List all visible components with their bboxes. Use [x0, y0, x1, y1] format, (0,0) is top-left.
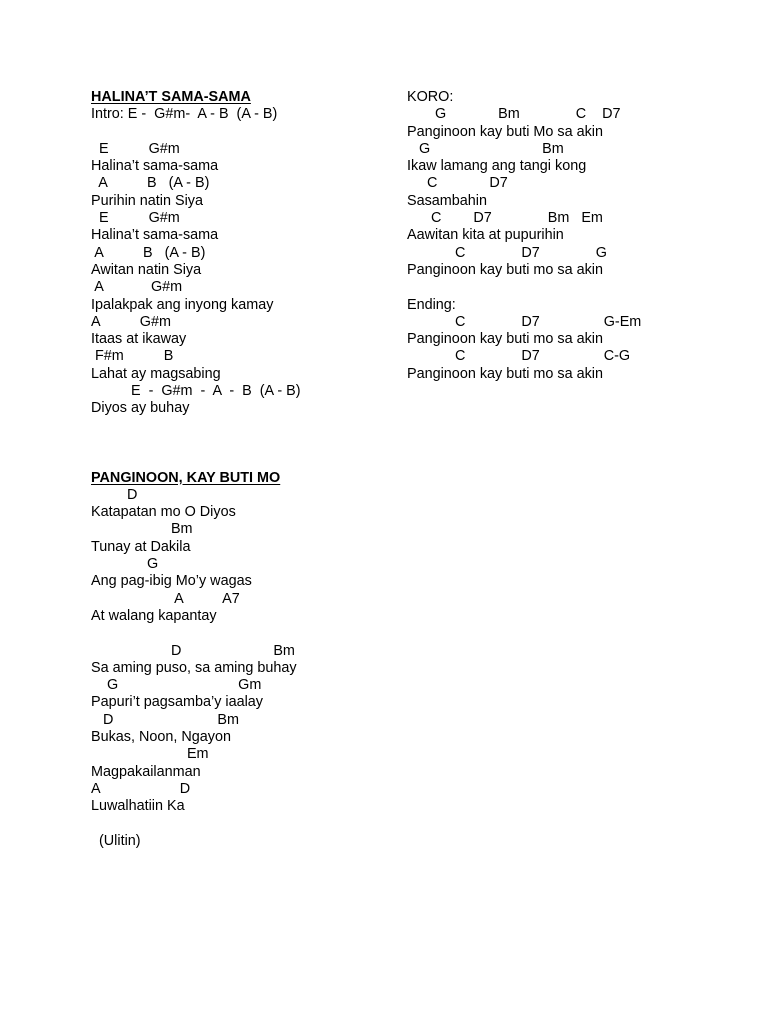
- lyric-line: Bukas, Noon, Ngayon: [91, 728, 231, 745]
- blank-line: [91, 625, 401, 642]
- blank-line: [91, 124, 401, 141]
- lyric-line: Ang pag-ibig Mo’y wagas: [91, 573, 252, 590]
- lyric-line: Ikaw lamang ang tangi kong: [407, 158, 587, 175]
- chord-line: Bm: [91, 521, 193, 538]
- chord-line: G: [91, 556, 159, 573]
- lyric-line: Sa aming puso, sa aming buhay: [91, 659, 297, 676]
- chord-line: A D: [91, 780, 191, 797]
- lyric-line: Halina’t sama-sama: [91, 158, 219, 175]
- lyric-line: Luwalhatiin Ka: [91, 798, 185, 815]
- lyric-line: Purihin natin Siya: [91, 192, 203, 209]
- chord-line: G Gm: [91, 677, 262, 694]
- song-title-halinat-sama-sama: HALINA’T SAMA-SAMA: [91, 89, 251, 105]
- lyric-line: Panginoon kay buti Mo sa akin: [407, 123, 603, 140]
- lyric-line: Awitan natin Siya: [91, 261, 202, 278]
- lyric-line: Ipalakpak ang inyong kamay: [91, 296, 274, 313]
- lyric-line: Aawitan kita at pupurihin: [407, 227, 564, 244]
- chord-line: A G#m: [91, 279, 183, 296]
- blank-line: [91, 452, 401, 469]
- chord-line: D: [91, 486, 138, 503]
- chord-line: C D7 Bm Em: [407, 210, 603, 227]
- chord-line: E G#m: [91, 140, 180, 157]
- lyric-line: Diyos ay buhay: [91, 400, 190, 417]
- lyric-line: Halina’t sama-sama: [91, 227, 219, 244]
- koro-heading: KORO:: [407, 89, 454, 105]
- song-title-panginoon-kay-buti-mo: PANGINOON, KAY BUTI MO: [91, 469, 281, 486]
- blank-line: [407, 279, 737, 296]
- lyric-line: Katapatan mo O Diyos: [91, 504, 236, 521]
- chord-line: Em: [91, 746, 209, 763]
- chord-line: C D7: [407, 175, 508, 192]
- chord-line: C D7 G-Em: [407, 313, 642, 330]
- left-column: [91, 89, 401, 850]
- lyric-line: Lahat ay magsabing: [91, 365, 221, 382]
- chord-line: G Bm: [407, 140, 564, 157]
- lyric-line: Sasambahin: [407, 192, 487, 209]
- blank-line: [91, 435, 401, 452]
- chord-line: C D7 C-G: [407, 348, 631, 365]
- chord-line: A B (A - B): [91, 175, 210, 192]
- chord-line: A A7: [91, 590, 240, 607]
- lyric-line: Magpakailanman: [91, 763, 201, 780]
- lyric-line: Tunay at Dakila: [91, 538, 191, 555]
- lyric-line: Panginoon kay buti mo sa akin: [407, 365, 603, 382]
- chord-line: D Bm: [91, 711, 239, 728]
- lyric-line: Papuri’t pagsamba’y iaalay: [91, 694, 263, 711]
- right-column: [407, 89, 737, 383]
- chord-line: E - G#m - A - B (A - B): [91, 383, 301, 400]
- intro-line: Intro: E - G#m- A - B (A - B): [91, 106, 278, 123]
- chord-line: F#m B: [91, 348, 174, 365]
- chord-line: G Bm C D7: [407, 106, 621, 123]
- repeat-note: (Ulitin): [91, 832, 141, 849]
- chord-line: C D7 G: [407, 244, 607, 261]
- blank-line: [91, 815, 401, 832]
- chord-line: A B (A - B): [91, 244, 206, 261]
- chord-line: E G#m: [91, 210, 180, 227]
- lyric-line: Panginoon kay buti mo sa akin: [407, 331, 603, 348]
- chord-line: A G#m: [91, 313, 171, 330]
- lyric-line: Itaas at ikaway: [91, 331, 187, 348]
- ending-heading: Ending:: [407, 296, 456, 313]
- chord-line: D Bm: [91, 642, 295, 659]
- lyric-line: Panginoon kay buti mo sa akin: [407, 261, 603, 278]
- lyric-line: At walang kapantay: [91, 607, 217, 624]
- blank-line: [91, 418, 401, 435]
